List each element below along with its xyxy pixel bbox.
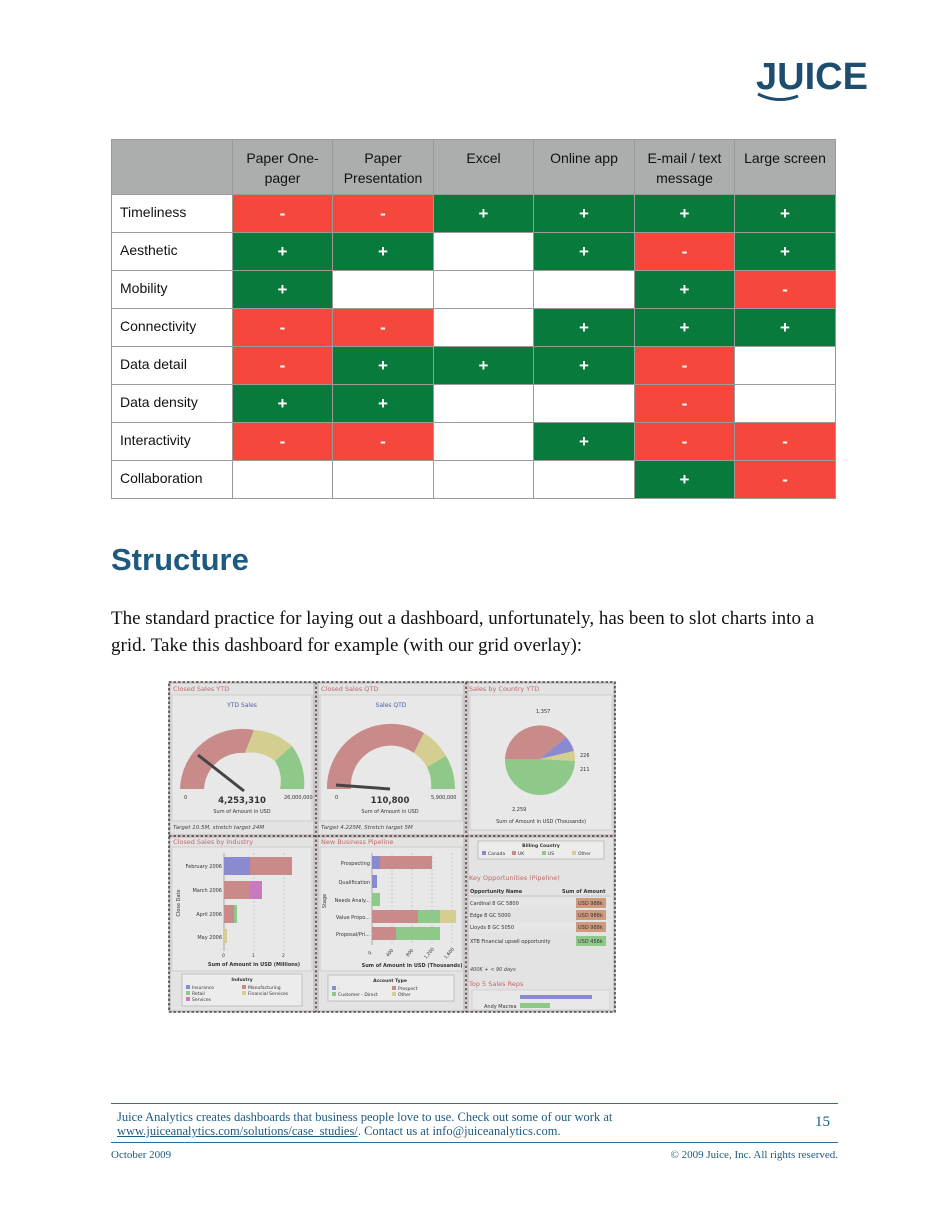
rating-positive: + — [635, 271, 735, 309]
table-filter-note: 400K + < 90 days — [470, 967, 516, 973]
table-row — [112, 309, 836, 347]
table-cell: XTB Financial upsell opportunity — [470, 939, 551, 945]
panel-new-business-pipeline — [318, 837, 464, 1011]
dashboard-example-image — [168, 681, 616, 1013]
tick: 400 — [385, 948, 396, 959]
footer-link[interactable]: www.juiceanalytics.com/solutions/case_studies/ — [117, 1124, 358, 1138]
row-label: Aesthetic — [112, 233, 233, 271]
pie-label: 2,259 — [512, 807, 527, 813]
x-axis-label: Sum of Amount in USD (Thousands) — [361, 963, 463, 969]
table-cell: Edge 8 GC 5000 — [470, 913, 511, 919]
panel-sales-by-country — [468, 683, 614, 835]
legend-item: Other — [398, 993, 411, 998]
bar-label: May 2006 — [197, 935, 222, 941]
table-cell: USD 988k — [578, 901, 603, 907]
row-label: Connectivity — [112, 309, 233, 347]
bar-label: Value Propo... — [335, 915, 370, 921]
table-cell: Cardinal 8 GC 5800 — [470, 901, 519, 907]
gauge-axis-label: Sum of Amount in USD — [213, 809, 271, 815]
legend-item: Customer - Direct — [338, 993, 378, 998]
legend-item: - — [338, 987, 340, 992]
panel-title: Key Opportunities (Pipeline) — [469, 874, 560, 882]
gauge-value: 4,253,310 — [218, 796, 266, 806]
legend-item: Prospect — [398, 987, 418, 992]
bar-label: April 2006 — [196, 912, 222, 918]
bar-label: Proposal/Pri... — [335, 932, 370, 938]
rep-name: Andy Macrea — [484, 1004, 517, 1010]
y-axis-label: Close Date — [176, 889, 182, 917]
rating-empty — [735, 385, 836, 423]
table-column-header: Excel — [434, 140, 534, 195]
row-label: Data detail — [112, 347, 233, 385]
logo-text: JUICE — [756, 56, 868, 98]
rating-positive: + — [635, 195, 735, 233]
rating-positive: + — [333, 347, 434, 385]
rating-negative: - — [635, 423, 735, 461]
chart-title: YTD Sales — [227, 702, 257, 709]
pie-label: 226 — [580, 753, 590, 759]
bar-label: Qualification — [338, 880, 370, 886]
panel-closed-sales-ytd — [170, 683, 314, 835]
footer-text — [117, 1110, 737, 1138]
rating-positive: + — [735, 233, 836, 271]
rating-positive: + — [534, 309, 635, 347]
legend-title: Account Type — [373, 979, 407, 984]
table-row — [112, 461, 836, 499]
bar-label: February 2006 — [185, 864, 222, 870]
footer-rule-bottom — [111, 1142, 838, 1143]
rating-empty — [534, 385, 635, 423]
rating-empty — [434, 271, 534, 309]
row-label: Collaboration — [112, 461, 233, 499]
legend-item: Canada — [488, 852, 506, 857]
panel-key-opportunities — [468, 837, 614, 1011]
rating-negative: - — [735, 461, 836, 499]
row-label: Mobility — [112, 271, 233, 309]
footer-date: October 2009 — [111, 1149, 172, 1161]
rating-negative: - — [735, 271, 836, 309]
bar-label: Needs Analy... — [334, 898, 370, 904]
pie-label: 1,357 — [536, 709, 551, 715]
rating-empty — [333, 271, 434, 309]
rating-negative: - — [333, 309, 434, 347]
footer-line1: Juice Analytics creates dashboards that business people love to use. Check out some of our work at — [117, 1110, 613, 1124]
rating-empty — [434, 423, 534, 461]
juice-logo — [756, 56, 868, 106]
gauge-max: 5,900,000 — [431, 795, 457, 801]
gauge-min: 0 — [335, 795, 339, 801]
legend-item: Services — [192, 998, 211, 1003]
gauge-max: 26,000,000 — [284, 795, 313, 801]
rating-empty — [434, 461, 534, 499]
panel-title: Closed Sales YTD — [173, 685, 230, 693]
table-col-header: Opportunity Name — [470, 889, 523, 895]
table-column-header: Large screen — [735, 140, 836, 195]
table-row — [112, 271, 836, 309]
rating-positive: + — [735, 309, 836, 347]
pie-label: 211 — [580, 767, 590, 773]
rating-negative: - — [233, 309, 333, 347]
rating-positive: + — [233, 271, 333, 309]
panel-title: New Business Pipeline — [321, 838, 394, 846]
rating-empty — [735, 347, 836, 385]
rating-positive: + — [534, 233, 635, 271]
rating-negative: - — [233, 423, 333, 461]
pie-axis-label: Sum of Amount in USD (Thousands) — [496, 819, 586, 825]
table-cell: Lloyds 8 GC 5050 — [470, 925, 515, 931]
section-heading: Structure — [111, 542, 249, 577]
rating-positive: + — [534, 195, 635, 233]
rating-negative: - — [233, 195, 333, 233]
rating-positive: + — [534, 423, 635, 461]
bar-label: March 2006 — [192, 888, 222, 894]
gauge-value: 110,800 — [370, 796, 410, 806]
rating-empty — [434, 309, 534, 347]
legend-title: Industry — [231, 978, 253, 983]
tick: 1,600 — [443, 947, 456, 961]
rating-positive: + — [333, 233, 434, 271]
table-col-header: Sum of Amount — [562, 889, 606, 895]
table-column-header: Paper One- pager — [233, 140, 333, 195]
rating-negative: - — [333, 423, 434, 461]
panel-title: Sales by Country YTD — [469, 685, 540, 693]
rating-negative: - — [635, 385, 735, 423]
table-row — [112, 347, 836, 385]
rating-empty — [534, 271, 635, 309]
legend-title: Billing Country — [522, 844, 560, 849]
row-label: Interactivity — [112, 423, 233, 461]
rating-positive: + — [635, 461, 735, 499]
rating-positive: + — [434, 195, 534, 233]
rating-positive: + — [233, 385, 333, 423]
rating-positive: + — [635, 309, 735, 347]
body-paragraph: The standard practice for laying out a dashboard, unfortunately, has been to slot charts into a grid. Take this dashboard for example (with our grid overlay): — [111, 608, 815, 656]
table-cell: USD 456k — [578, 939, 603, 945]
footer-line2: . Contact us at info@juiceanalytics.com. — [357, 1124, 561, 1138]
table-header-row — [112, 140, 836, 195]
panel-closed-sales-by-industry — [170, 837, 314, 1011]
row-label: Timeliness — [112, 195, 233, 233]
legend-item: US — [548, 852, 555, 857]
legend-item: Insurance — [192, 986, 215, 991]
table-row — [112, 233, 836, 271]
legend-item: UK — [518, 852, 525, 857]
rating-positive: + — [735, 195, 836, 233]
rating-negative: - — [635, 233, 735, 271]
tick: 2 — [282, 954, 285, 959]
footer-rule-top — [111, 1103, 838, 1104]
page-number: 15 — [815, 1114, 830, 1130]
legend-item: Retail — [192, 992, 205, 997]
comparison-table — [111, 139, 836, 499]
rating-positive: + — [434, 347, 534, 385]
gauge-min: 0 — [184, 795, 188, 801]
table-cell: USD 988k — [578, 925, 603, 931]
legend-item: Manufacturing — [248, 986, 281, 991]
panel-title: Top 5 Sales Reps — [469, 980, 524, 988]
tick: 1 — [252, 954, 255, 959]
y-axis-label: Stage — [322, 893, 328, 909]
table-column-header: Online app — [534, 140, 635, 195]
rating-positive: + — [333, 385, 434, 423]
rating-positive: + — [534, 347, 635, 385]
table-row — [112, 195, 836, 233]
rating-negative: - — [735, 423, 836, 461]
rating-positive: + — [233, 233, 333, 271]
panel-title: Closed Sales QTD — [321, 685, 379, 693]
row-label: Data density — [112, 385, 233, 423]
gauge-axis-label: Sum of Amount in USD — [361, 809, 419, 815]
table-column-header: E-mail / text message — [635, 140, 735, 195]
legend-item: Other — [578, 852, 591, 857]
rating-empty — [333, 461, 434, 499]
tick: 0 — [367, 950, 374, 957]
tick: 800 — [405, 948, 416, 959]
panel-note: Target 10.5M, stretch target 24M — [173, 825, 265, 831]
panel-closed-sales-qtd — [318, 683, 464, 835]
table-header-corner — [112, 140, 233, 195]
x-axis-label: Sum of Amount in USD (Millions) — [207, 962, 301, 968]
panel-title: Closed Sales by Industry — [173, 838, 254, 846]
table-column-header: Paper Presentation — [333, 140, 434, 195]
rating-empty — [434, 385, 534, 423]
rating-empty — [233, 461, 333, 499]
tick: 1,200 — [423, 947, 436, 961]
table-row — [112, 423, 836, 461]
rating-negative: - — [233, 347, 333, 385]
rating-empty — [434, 233, 534, 271]
rating-empty — [534, 461, 635, 499]
bar-label: Prospecting — [340, 861, 370, 867]
panel-note: Target 4.225M, Stretch target 5M — [321, 825, 413, 831]
tick: 0 — [222, 954, 225, 959]
table-row — [112, 385, 836, 423]
legend-item: Financial Services — [248, 992, 289, 997]
rating-negative: - — [333, 195, 434, 233]
chart-title: Sales QTD — [375, 702, 407, 709]
rating-negative: - — [635, 347, 735, 385]
table-cell: USD 988k — [578, 913, 603, 919]
footer-copyright: © 2009 Juice, Inc. All rights reserved. — [670, 1149, 838, 1161]
